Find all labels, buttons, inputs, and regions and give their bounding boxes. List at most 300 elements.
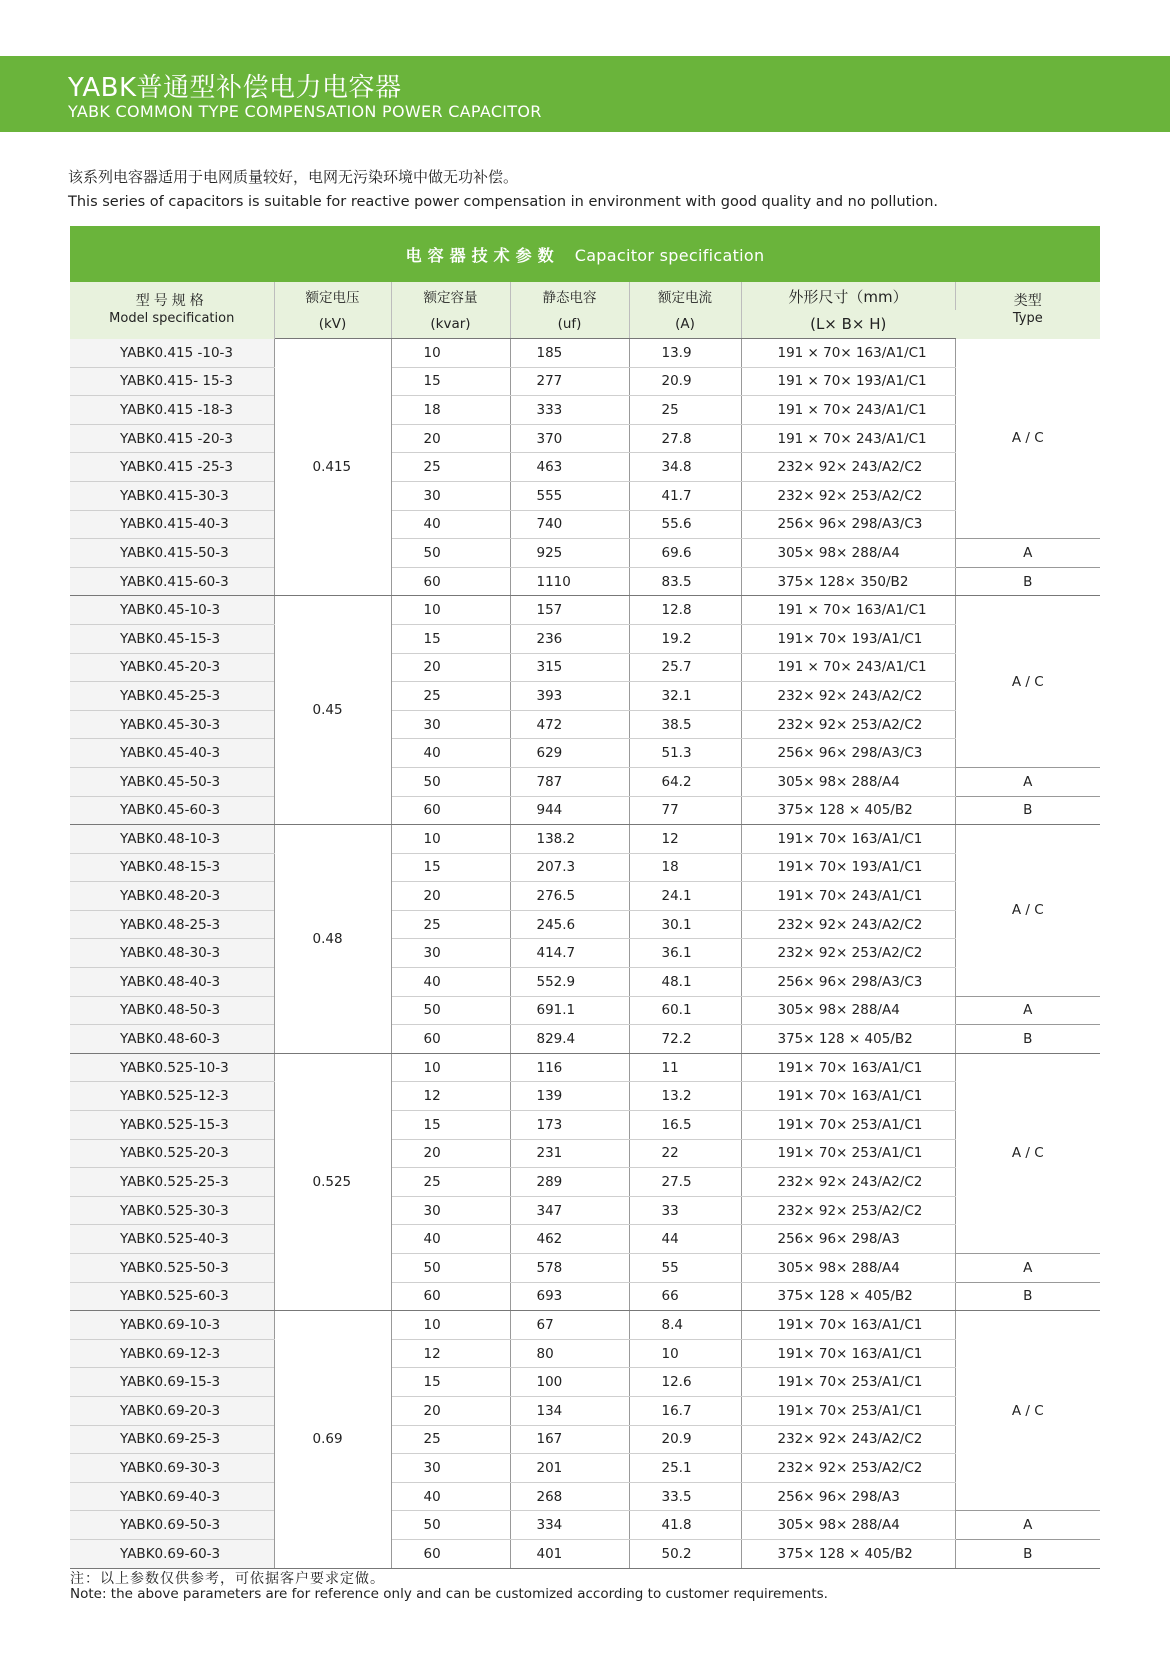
capacitance-cell: 276.5 [510, 882, 629, 911]
capacity-cell: 30 [391, 939, 510, 968]
table-row [70, 510, 1100, 539]
capacitance-cell: 67 [510, 1311, 629, 1340]
dims-cell: 305× 98× 288/A4 [741, 1511, 955, 1540]
current-cell: 24.1 [629, 882, 741, 911]
model-cell: YABK0.45-15-3 [70, 624, 274, 653]
table-caption-cn: 电容器技术参数 [405, 245, 560, 265]
table-row [70, 1368, 1100, 1397]
model-cell: YABK0.45-50-3 [70, 767, 274, 796]
capacitance-cell: 201 [510, 1454, 629, 1483]
dims-cell: 232× 92× 243/A2/C2 [741, 910, 955, 939]
dims-cell: 191× 70× 253/A1/C1 [741, 1139, 955, 1168]
table-row [70, 882, 1100, 911]
note-text-en: Note: the above parameters are for reference only and can be customized according to customer requirements. [70, 1586, 828, 1602]
model-cell: YABK0.69-20-3 [70, 1396, 274, 1425]
table-row [70, 767, 1100, 796]
model-cell: YABK0.45-30-3 [70, 710, 274, 739]
capacity-cell: 60 [391, 796, 510, 825]
header-dims-unit: (L× B× H) [741, 310, 955, 339]
table-row [70, 1139, 1100, 1168]
capacitance-cell: 555 [510, 481, 629, 510]
current-cell: 60.1 [629, 996, 741, 1025]
current-cell: 22 [629, 1139, 741, 1168]
current-cell: 72.2 [629, 1025, 741, 1054]
type-cell: A [955, 1254, 1100, 1283]
table-row [70, 1082, 1100, 1111]
current-cell: 55 [629, 1254, 741, 1283]
dims-cell: 256× 96× 298/A3 [741, 1225, 955, 1254]
voltage-cell: 0.525 [274, 1053, 391, 1310]
table-caption-en: Capacitor specification [574, 245, 765, 265]
current-cell: 44 [629, 1225, 741, 1254]
capacitance-cell: 116 [510, 1053, 629, 1082]
model-cell: YABK0.48-25-3 [70, 910, 274, 939]
dims-cell: 191× 70× 163/A1/C1 [741, 825, 955, 854]
table-row [70, 367, 1100, 396]
table-row [70, 1254, 1100, 1283]
capacity-cell: 50 [391, 539, 510, 568]
capacitance-cell: 167 [510, 1425, 629, 1454]
table-row [70, 910, 1100, 939]
note-text-cn: 注：以上参数仅供参考，可依据客户要求定做。 [70, 1571, 385, 1587]
model-cell: YABK0.48-30-3 [70, 939, 274, 968]
dims-cell: 256× 96× 298/A3/C3 [741, 739, 955, 768]
current-cell: 38.5 [629, 710, 741, 739]
model-cell: YABK0.525-30-3 [70, 1196, 274, 1225]
current-cell: 36.1 [629, 939, 741, 968]
capacity-cell: 15 [391, 624, 510, 653]
model-cell: YABK0.48-20-3 [70, 882, 274, 911]
dims-cell: 375× 128 × 405/B2 [741, 1282, 955, 1311]
capacity-cell: 40 [391, 968, 510, 997]
model-cell: YABK0.525-40-3 [70, 1225, 274, 1254]
type-cell: B [955, 567, 1100, 596]
capacitance-cell: 315 [510, 653, 629, 682]
type-cell: B [955, 1282, 1100, 1311]
table-row [70, 939, 1100, 968]
header-capacity-cn: 额定容量 [391, 282, 510, 310]
table-row [70, 481, 1100, 510]
capacity-cell: 20 [391, 424, 510, 453]
type-cell: A / C [955, 596, 1100, 768]
capacity-cell: 30 [391, 1196, 510, 1225]
model-cell: YABK0.525-25-3 [70, 1168, 274, 1197]
capacitance-cell: 139 [510, 1082, 629, 1111]
capacitance-cell: 829.4 [510, 1025, 629, 1054]
capacity-cell: 18 [391, 396, 510, 425]
dims-cell: 191 × 70× 193/A1/C1 [741, 367, 955, 396]
capacity-cell: 12 [391, 1339, 510, 1368]
model-cell: YABK0.525-20-3 [70, 1139, 274, 1168]
current-cell: 8.4 [629, 1311, 741, 1340]
capacity-cell: 60 [391, 1539, 510, 1568]
capacity-cell: 20 [391, 1396, 510, 1425]
header-capacity-unit: (kvar) [391, 310, 510, 339]
current-cell: 25 [629, 396, 741, 425]
current-cell: 48.1 [629, 968, 741, 997]
capacitance-cell: 787 [510, 767, 629, 796]
table-row [70, 1425, 1100, 1454]
capacity-cell: 10 [391, 339, 510, 368]
capacity-cell: 12 [391, 1082, 510, 1111]
capacity-cell: 40 [391, 739, 510, 768]
header-type [955, 282, 1100, 339]
table-row [70, 1396, 1100, 1425]
model-cell: YABK0.525-60-3 [70, 1282, 274, 1311]
table-row [70, 996, 1100, 1025]
capacity-cell: 50 [391, 996, 510, 1025]
table-row [70, 596, 1100, 625]
dims-cell: 191 × 70× 163/A1/C1 [741, 596, 955, 625]
current-cell: 66 [629, 1282, 741, 1311]
type-cell: B [955, 1025, 1100, 1054]
model-cell: YABK0.48-60-3 [70, 1025, 274, 1054]
capacitance-cell: 80 [510, 1339, 629, 1368]
dims-cell: 232× 92× 243/A2/C2 [741, 1425, 955, 1454]
capacity-cell: 50 [391, 767, 510, 796]
current-cell: 41.7 [629, 481, 741, 510]
table-row [70, 968, 1100, 997]
capacity-cell: 40 [391, 1225, 510, 1254]
current-cell: 20.9 [629, 1425, 741, 1454]
current-cell: 33 [629, 1196, 741, 1225]
dims-cell: 375× 128 × 405/B2 [741, 1539, 955, 1568]
current-cell: 27.8 [629, 424, 741, 453]
table-row [70, 539, 1100, 568]
table-row [70, 653, 1100, 682]
dims-cell: 191× 70× 243/A1/C1 [741, 882, 955, 911]
voltage-cell: 0.48 [274, 825, 391, 1054]
dims-cell: 191 × 70× 163/A1/C1 [741, 339, 955, 368]
type-cell: A / C [955, 339, 1100, 539]
dims-cell: 232× 92× 243/A2/C2 [741, 1168, 955, 1197]
dims-cell: 256× 96× 298/A3/C3 [741, 968, 955, 997]
dims-cell: 232× 92× 253/A2/C2 [741, 710, 955, 739]
capacity-cell: 10 [391, 825, 510, 854]
capacitance-cell: 462 [510, 1225, 629, 1254]
capacitance-cell: 393 [510, 682, 629, 711]
capacitance-cell: 414.7 [510, 939, 629, 968]
model-cell: YABK0.69-60-3 [70, 1539, 274, 1568]
capacity-cell: 10 [391, 1311, 510, 1340]
header-capacitance-unit: (uf) [510, 310, 629, 339]
current-cell: 55.6 [629, 510, 741, 539]
model-cell: YABK0.48-50-3 [70, 996, 274, 1025]
dims-cell: 191 × 70× 243/A1/C1 [741, 396, 955, 425]
type-cell: A [955, 1511, 1100, 1540]
dims-cell: 191× 70× 163/A1/C1 [741, 1339, 955, 1368]
table-row [70, 1311, 1100, 1340]
model-cell: YABK0.415-40-3 [70, 510, 274, 539]
table-row [70, 796, 1100, 825]
dims-cell: 256× 96× 298/A3/C3 [741, 510, 955, 539]
capacity-cell: 60 [391, 567, 510, 596]
capacity-cell: 40 [391, 510, 510, 539]
current-cell: 50.2 [629, 1539, 741, 1568]
table-row [70, 1539, 1100, 1568]
table-row [70, 682, 1100, 711]
capacitance-cell: 370 [510, 424, 629, 453]
voltage-cell: 0.45 [274, 596, 391, 825]
capacitance-cell: 289 [510, 1168, 629, 1197]
model-cell: YABK0.415 -18-3 [70, 396, 274, 425]
capacitance-cell: 693 [510, 1282, 629, 1311]
model-cell: YABK0.415-50-3 [70, 539, 274, 568]
model-cell: YABK0.525-50-3 [70, 1254, 274, 1283]
model-cell: YABK0.69-10-3 [70, 1311, 274, 1340]
type-cell: A / C [955, 1311, 1100, 1511]
current-cell: 16.5 [629, 1111, 741, 1140]
model-cell: YABK0.415-60-3 [70, 567, 274, 596]
capacitance-cell: 100 [510, 1368, 629, 1397]
table-row [70, 1053, 1100, 1082]
capacitance-cell: 245.6 [510, 910, 629, 939]
current-cell: 27.5 [629, 1168, 741, 1197]
dims-cell: 191× 70× 253/A1/C1 [741, 1396, 955, 1425]
capacitance-cell: 134 [510, 1396, 629, 1425]
capacitance-cell: 236 [510, 624, 629, 653]
model-cell: YABK0.415 -20-3 [70, 424, 274, 453]
capacitance-cell: 347 [510, 1196, 629, 1225]
current-cell: 25.1 [629, 1454, 741, 1483]
voltage-cell: 0.69 [274, 1311, 391, 1568]
capacitance-cell: 578 [510, 1254, 629, 1283]
capacity-cell: 15 [391, 853, 510, 882]
model-cell: YABK0.69-50-3 [70, 1511, 274, 1540]
intro-text-en: This series of capacitors is suitable for reactive power compensation in environment with good quality and no pollution. [68, 194, 939, 210]
dims-cell: 305× 98× 288/A4 [741, 1254, 955, 1283]
header-model [70, 282, 274, 339]
model-cell: YABK0.69-12-3 [70, 1339, 274, 1368]
capacitance-cell: 173 [510, 1111, 629, 1140]
dims-cell: 256× 96× 298/A3 [741, 1482, 955, 1511]
current-cell: 12.8 [629, 596, 741, 625]
type-cell: A [955, 767, 1100, 796]
page-title-cn: YABK普通型补偿电力电容器 [68, 73, 402, 103]
dims-cell: 191× 70× 253/A1/C1 [741, 1111, 955, 1140]
table-row [70, 424, 1100, 453]
model-cell: YABK0.45-10-3 [70, 596, 274, 625]
capacity-cell: 25 [391, 910, 510, 939]
model-cell: YABK0.415 -25-3 [70, 453, 274, 482]
capacitance-cell: 740 [510, 510, 629, 539]
current-cell: 16.7 [629, 1396, 741, 1425]
header-model-en: Model specification [109, 311, 235, 327]
capacity-cell: 30 [391, 1454, 510, 1483]
model-cell: YABK0.69-15-3 [70, 1368, 274, 1397]
capacitance-cell: 629 [510, 739, 629, 768]
dims-cell: 191× 70× 163/A1/C1 [741, 1082, 955, 1111]
capacity-cell: 15 [391, 1111, 510, 1140]
current-cell: 41.8 [629, 1511, 741, 1540]
capacitance-cell: 334 [510, 1511, 629, 1540]
dims-cell: 191 × 70× 243/A1/C1 [741, 424, 955, 453]
table-row [70, 1454, 1100, 1483]
current-cell: 33.5 [629, 1482, 741, 1511]
model-cell: YABK0.45-60-3 [70, 796, 274, 825]
current-cell: 18 [629, 853, 741, 882]
capacity-cell: 20 [391, 1139, 510, 1168]
page-title-en: YABK COMMON TYPE COMPENSATION POWER CAPACITOR [68, 102, 542, 121]
capacity-cell: 10 [391, 596, 510, 625]
capacity-cell: 25 [391, 1168, 510, 1197]
model-cell: YABK0.69-40-3 [70, 1482, 274, 1511]
model-cell: YABK0.415-30-3 [70, 481, 274, 510]
capacity-cell: 30 [391, 481, 510, 510]
current-cell: 69.6 [629, 539, 741, 568]
capacitance-cell: 231 [510, 1139, 629, 1168]
current-cell: 13.2 [629, 1082, 741, 1111]
model-cell: YABK0.415- 15-3 [70, 367, 274, 396]
table-row [70, 1339, 1100, 1368]
current-cell: 64.2 [629, 767, 741, 796]
capacity-cell: 60 [391, 1025, 510, 1054]
dims-cell: 232× 92× 243/A2/C2 [741, 682, 955, 711]
table-row [70, 1168, 1100, 1197]
current-cell: 51.3 [629, 739, 741, 768]
current-cell: 77 [629, 796, 741, 825]
title-banner [0, 56, 1170, 132]
current-cell: 30.1 [629, 910, 741, 939]
type-cell: A / C [955, 1053, 1100, 1253]
capacity-cell: 20 [391, 653, 510, 682]
table-row [70, 567, 1100, 596]
model-cell: YABK0.525-15-3 [70, 1111, 274, 1140]
table-row [70, 853, 1100, 882]
dims-cell: 191× 70× 193/A1/C1 [741, 853, 955, 882]
table-row [70, 1025, 1100, 1054]
dims-cell: 232× 92× 253/A2/C2 [741, 1196, 955, 1225]
model-cell: YABK0.48-15-3 [70, 853, 274, 882]
header-type-cn: 类型 [1013, 293, 1042, 310]
dims-cell: 305× 98× 288/A4 [741, 767, 955, 796]
header-voltage-unit: (kV) [274, 310, 391, 339]
capacitance-cell: 277 [510, 367, 629, 396]
type-cell: A [955, 539, 1100, 568]
current-cell: 12.6 [629, 1368, 741, 1397]
current-cell: 10 [629, 1339, 741, 1368]
capacity-cell: 50 [391, 1254, 510, 1283]
header-voltage-cn: 额定电压 [274, 282, 391, 310]
model-cell: YABK0.525-10-3 [70, 1053, 274, 1082]
capacity-cell: 60 [391, 1282, 510, 1311]
table-row [70, 339, 1100, 368]
voltage-cell: 0.415 [274, 339, 391, 596]
type-cell: A [955, 996, 1100, 1025]
capacity-cell: 30 [391, 710, 510, 739]
current-cell: 13.9 [629, 339, 741, 368]
table-row [70, 1482, 1100, 1511]
capacity-cell: 40 [391, 1482, 510, 1511]
capacity-cell: 25 [391, 453, 510, 482]
model-cell: YABK0.48-40-3 [70, 968, 274, 997]
model-cell: YABK0.45-20-3 [70, 653, 274, 682]
capacitance-cell: 157 [510, 596, 629, 625]
capacity-cell: 25 [391, 682, 510, 711]
table-row [70, 1111, 1100, 1140]
header-current-unit: (A) [629, 310, 741, 339]
dims-cell: 191× 70× 253/A1/C1 [741, 1368, 955, 1397]
capacitance-cell: 552.9 [510, 968, 629, 997]
capacity-cell: 15 [391, 367, 510, 396]
table-row [70, 710, 1100, 739]
current-cell: 34.8 [629, 453, 741, 482]
table-row [70, 453, 1100, 482]
header-capacitance-cn: 静态电容 [510, 282, 629, 310]
dims-cell: 305× 98× 288/A4 [741, 539, 955, 568]
dims-cell: 191 × 70× 243/A1/C1 [741, 653, 955, 682]
dims-cell: 191× 70× 193/A1/C1 [741, 624, 955, 653]
table-row [70, 396, 1100, 425]
header-current-cn: 额定电流 [629, 282, 741, 310]
table-row [70, 739, 1100, 768]
type-cell: B [955, 796, 1100, 825]
model-cell: YABK0.69-30-3 [70, 1454, 274, 1483]
dims-cell: 191× 70× 163/A1/C1 [741, 1053, 955, 1082]
dims-cell: 232× 92× 253/A2/C2 [741, 481, 955, 510]
model-cell: YABK0.45-40-3 [70, 739, 274, 768]
current-cell: 11 [629, 1053, 741, 1082]
table-body [70, 339, 1100, 1569]
capacitance-cell: 333 [510, 396, 629, 425]
table-row [70, 1225, 1100, 1254]
dims-cell: 375× 128 × 405/B2 [741, 796, 955, 825]
current-cell: 20.9 [629, 367, 741, 396]
current-cell: 19.2 [629, 624, 741, 653]
capacitance-cell: 463 [510, 453, 629, 482]
dims-cell: 305× 98× 288/A4 [741, 996, 955, 1025]
capacity-cell: 25 [391, 1425, 510, 1454]
table-row [70, 624, 1100, 653]
dims-cell: 375× 128 × 405/B2 [741, 1025, 955, 1054]
capacitance-cell: 472 [510, 710, 629, 739]
current-cell: 12 [629, 825, 741, 854]
type-cell: B [955, 1539, 1100, 1568]
table-row [70, 1282, 1100, 1311]
capacitor-spec-table [70, 226, 1100, 1569]
intro-text-cn: 该系列电容器适用于电网质量较好，电网无污染环境中做无功补偿。 [68, 168, 519, 186]
model-cell: YABK0.69-25-3 [70, 1425, 274, 1454]
table-row [70, 1196, 1100, 1225]
dims-cell: 232× 92× 253/A2/C2 [741, 939, 955, 968]
model-cell: YABK0.525-12-3 [70, 1082, 274, 1111]
capacitance-cell: 185 [510, 339, 629, 368]
capacitance-cell: 1110 [510, 567, 629, 596]
current-cell: 83.5 [629, 567, 741, 596]
type-cell: A / C [955, 825, 1100, 997]
header-type-en: Type [1012, 311, 1043, 327]
capacitance-cell: 925 [510, 539, 629, 568]
dims-cell: 232× 92× 253/A2/C2 [741, 1454, 955, 1483]
current-cell: 25.7 [629, 653, 741, 682]
capacitance-cell: 401 [510, 1539, 629, 1568]
header-dims-cn: 外形尺寸（mm） [741, 282, 955, 310]
model-cell: YABK0.48-10-3 [70, 825, 274, 854]
capacity-cell: 50 [391, 1511, 510, 1540]
table-row [70, 1511, 1100, 1540]
capacitance-cell: 207.3 [510, 853, 629, 882]
table-row [70, 825, 1100, 854]
header-model-cn: 型号规格 [135, 293, 208, 310]
capacity-cell: 20 [391, 882, 510, 911]
dims-cell: 375× 128× 350/B2 [741, 567, 955, 596]
model-cell: YABK0.45-25-3 [70, 682, 274, 711]
capacitance-cell: 691.1 [510, 996, 629, 1025]
capacity-cell: 10 [391, 1053, 510, 1082]
capacitance-cell: 138.2 [510, 825, 629, 854]
capacitance-cell: 268 [510, 1482, 629, 1511]
capacitance-cell: 944 [510, 796, 629, 825]
